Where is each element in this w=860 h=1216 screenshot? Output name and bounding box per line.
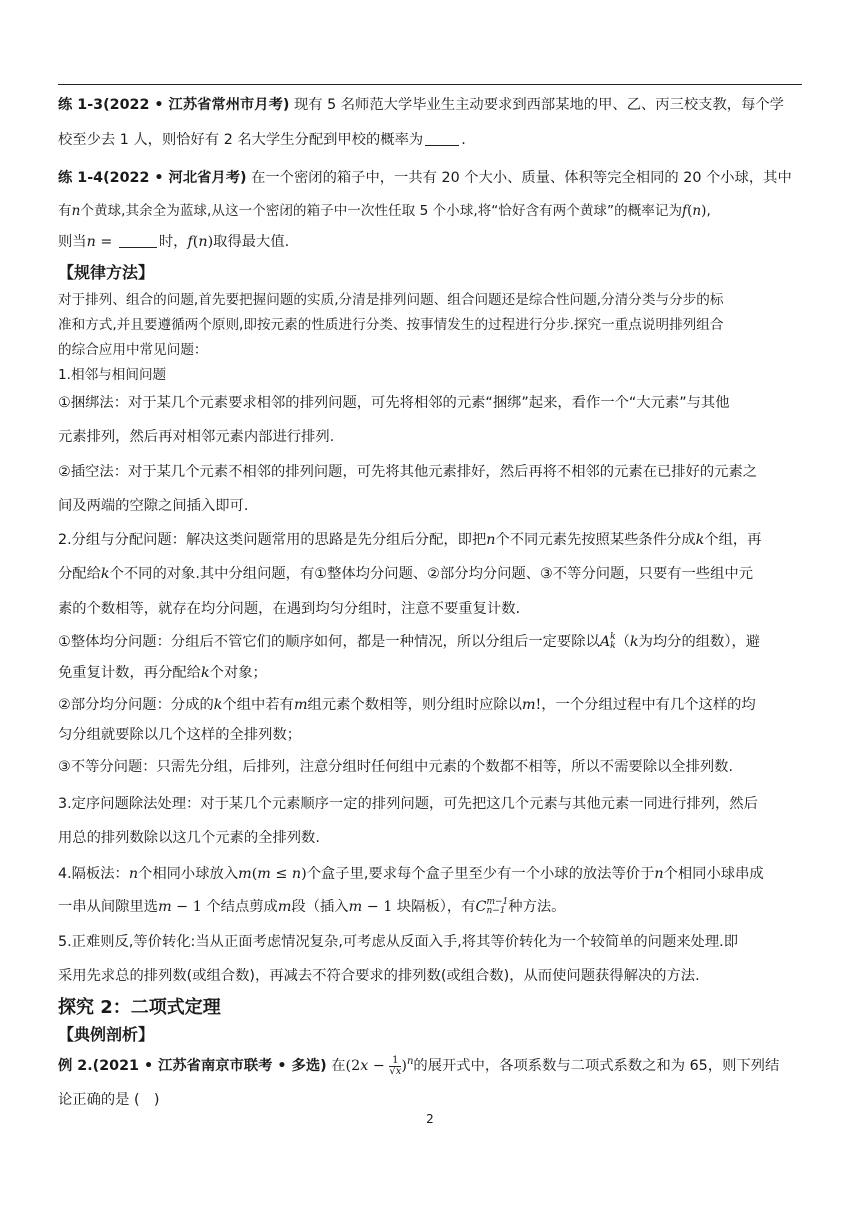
header-rule [58,84,802,85]
exercise-source: (2022 • 河北省月考) [103,170,247,186]
exercise-1-4-line2: 有n个黄球,其余全为蓝球,从这一个密闭的箱子中一次性任取 5 个小球,将“恰好含有两个黄球”的概率记为f(n), [58,203,711,219]
partial-equal-grouping: ②部分均分问题：分成的k个组中若有m组元素个数相等，则分组时应除以m!，一个分组过程中有几个这样的均 [58,697,756,713]
method-insertion: ②插空法：对于某几个元素不相邻的排列问题，可先将其他元素排好，然后再将不相邻的元素在已排好的元素之 [58,464,758,480]
exercise-source: (2022 • 江苏省常州市月考) [103,97,290,113]
example-source: (2021 • 江苏省南京市联考 • 多选) [92,1058,327,1074]
exercise-1-4 [58,167,806,187]
method-binding: ①捆绑法：对于某几个元素要求相邻的排列问题，可先将相邻的元素“捆绑”起来，看作一个“大元素”与其他 [58,395,730,411]
section-heading-example: 【典例剖析】 [58,1025,155,1044]
subsection-1: 1.相邻与相间问题 [58,367,167,383]
exercise-text: 在一个密闭的箱子中，一共有 20 个大小、质量、体积等完全相同的 20 个小球，其中 [251,170,792,186]
exercise-1-4-line3: 则当n = 时，f(n)取得最大值. [58,234,290,250]
intro-text: 对于排列、组合的问题,首先要把握问题的实质,分清是排列问题、组合问题还是综合性问题,分清分类与分步的标 [58,292,724,308]
answer-blank[interactable] [425,131,459,146]
exercise-1-3 [58,94,806,114]
answer-blank[interactable] [119,233,157,248]
exercise-label: 练 1-4 [58,170,104,186]
example-label: 例 2. [58,1058,93,1074]
page-number: 2 [426,1112,434,1126]
unequal-grouping: ③不等分问题：只需先分组，后排列，注意分组时任何组中元素的个数都不相等，所以不需要除以全排列数. [58,759,734,775]
example-2: 例 2.(2021 • 江苏省南京市联考 • 多选) 在(2x − $\frac{1}{√x}$ )$^n$的展开式中，各项系数与二项式系数之和为 65，则下列结 [58,1054,780,1077]
subsection-5: 5.正难则反,等价转化:当从正面考虑情况复杂,可考虑从反面入手,将其等价转化为一个较简单的问题来处理.即 [58,934,738,950]
document-page: 练 1-3(2022 • 江苏省常州市月考) 现有 5 名师范大学毕业生主动要求到西部某地的甲、乙、丙三校支教，每个学 校至少去 1 人，则恰好有 2 名大学生分配到甲校的概率为 . 练 1-4(2022 • 河北省月考) 在一个密闭的箱子中，一共有 20 个大小、质量、体积等完全相同的 20 个小球，其中 有n个黄球,其余全为蓝球,从这一个密闭的箱子中一次性任取 5 个小球,将“恰好含有两个黄球”的概率记为f(n), 则当n = 时，f(n)取得最大值. 【规律方法】 对于排列、组合的问题,首先要把握问题的实质,分清是排列问题、组合问题还是综合性问题,分清分类与分步的标 准和方式,并且要遵循两个原则,即按元素的性质进行分类、按事情发生的过程进行分步.探究一重点说明排列组合 的综合应用中常见问题： 1.相邻与相间问题 ①捆绑法：对于某几个元素要求相邻的排列问题，可先将相邻的元素“捆绑”起来，看作一个“大元素”与其他 元素排列，然后再对相邻元素内部进行排列. ②插空法：对于某几个元素不相邻的排列问题，可先将其他元素排好，然后再将不相邻的元素在已排好的元素之 间及两端的空隙之间插入即可. 2.分组与分配问题：解决这类问题常用的思路是先分组后分配，即把n个不同元素先按照某些条件分成k个组，再 分配给k个不同的对象.其中分组问题，有①整体均分问题、②部分均分问题、③不等分问题，只要有一些组中元 素的个数相等，就存在均分问题，在遇到均匀分组时，注意不要重复计数. ①整体均分问题：分组后不管它们的顺序如何，都是一种情况，所以分组后一定要除以A k k （k为均分的组数），避 免重复计数，再分配给k个对象； ②部分均分问题：分成的k个组中若有m组元素个数相等，则分组时应除以m!，一个分组过程中有几个这样的均 匀分组就要除以几个这样的全排列数； ③不等分问题：只需先分组，后排列，注意分组时任何组中元素的个数都不相等，所以不需要除以全排列数. 3.定序问题除法处理：对于某几个元素顺序一定的排列问题，可先把这几个元素与其他元素一同进行排列，然后 用总的排列数除以这几个元素的全排列数. 4.隔板法：n个相同小球放入m(m ≤ n)个盒子里,要求每个盒子里至少有一个小球的放法等价于n个相同小球串成 一串从间隙里选m − 1 个结点剪成m段（插入m − 1 块隔板），有C m−1 n−1 种方法。 5.正难则反,等价转化:当从正面考虑情况复杂,可考虑从反面入手,将其等价转化为一个较简单的问题来处理.即 采用先求总的排列数(或组合数)，再减去不符合要求的排列数(或组合数)，从而使问题获得解决的方法. 探究 2：二项式定理 【典例剖析】 例 2.(2021 • 江苏省南京市联考 • 多选) 在(2x − $\frac{1}{√x}$ )$^n$的展开式中，各项系数与二项式系数之和为 65，则下列结 论正确的是 ( ) 2 [0,0,860,1216]
exercise-1-3-line2: 校至少去 1 人，则恰好有 2 名大学生分配到甲校的概率为 . [58,132,466,148]
whole-equal-grouping: ①整体均分问题：分组后不管它们的顺序如何，都是一种情况，所以分组后一定要除以A k k （k为均分的组数），避 [58,632,761,651]
subsection-3: 3.定序问题除法处理：对于某几个元素顺序一定的排列问题，可先把这几个元素与其他元素一同进行排列，然后 [58,796,758,812]
subsection-2: 2.分组与分配问题：解决这类问题常用的思路是先分组后分配，即把n个不同元素先按照某些条件分成k个组，再 [58,532,762,548]
section-heading-binomial: 探究 2：二项式定理 [58,997,221,1018]
exercise-label: 练 1-3 [58,97,104,113]
subsection-4: 4.隔板法：n个相同小球放入m(m ≤ n)个盒子里,要求每个盒子里至少有一个小球的放法等价于n个相同小球串成 [58,866,764,882]
exercise-text: 现有 5 名师范大学毕业生主动要求到西部某地的甲、乙、丙三校支教，每个学 [293,97,784,113]
section-heading-rules: 【规律方法】 [58,263,155,282]
